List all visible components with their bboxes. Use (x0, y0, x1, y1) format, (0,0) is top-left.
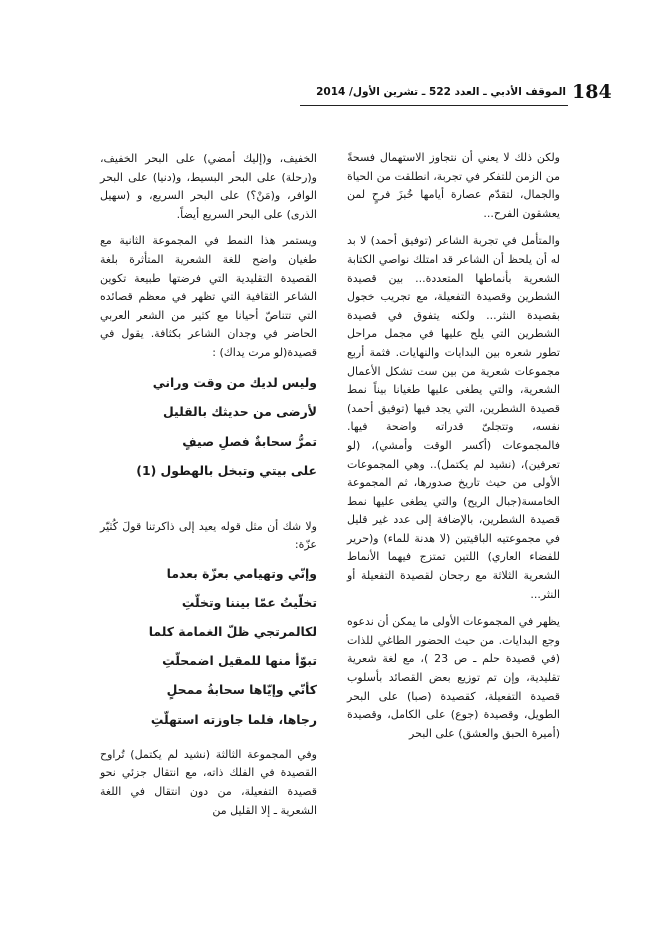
left-column (100, 150, 317, 820)
poem-verse: وإنّي وتهيامي بعزّة بعدما (166, 565, 317, 581)
poem-verse: رجاها، فلما جاوزته استهلّتِ (150, 711, 317, 727)
header-rule (300, 105, 568, 106)
poem-verse: على بيتي وتبخل بالهطول (1) (136, 463, 317, 479)
paragraph: والمتأمل في تجربة الشاعر (توفيق أحمد) لا بد له أن يلحظ أن الشاعر قد امتلك نواصي الكتابة الشعرية بأنماطها المتعددة... بين قصيدة الشطرين وقصيدة التفعيلة، مع تجريب خجول بقصيدة النثر... ولكنه يتفوق في قصيدة الشطرين التي يلح عليها في مجمل مراحل تطور شعره بين البدايات والنهايات. فثمة أربع مجموعات شعرية من بين ست تشكل الأعمال الشعرية، والتي يطغى عليها طغيانا بيناً نمط قصيدة الشطرين، التي يجد فيها (توفيق أحمد) نفسه، وتتجلىّ قدراته واضحة فيها. فالمجموعات (أكسر الوقت وأمشي)، (لو تعرفين)، (نشيد لم يكتمل).. وهي المجموعات الأولى من حيث تاريخ صدورها، ثم المجموعة الخامسة(جبال الريح) والتي يطغى عليها نمط قصيدة الشطرين، بالإضافة إلى عدد غير قليل في مجموعتيه الباقيتين (لا هدنة للماء) و(حرير للفضاء العاري) اللتين تمتزج فيهما الأنماط الشعرية الثلاثة مع رجحان لقصيدة التفعيلة أو النثر... (347, 234, 560, 601)
poem-verse: تمرُّ سحابةٌ فصلِ صيفٍ (182, 433, 317, 449)
paragraph: ولا شك أن مثل قوله يعيد إلى ذاكرتنا قولَ كُثيّر عزّة: (100, 519, 317, 552)
poem-verse: كأنّي وإيّاها سحابةُ ممحلٍ (166, 682, 317, 698)
page-number: 184 (572, 81, 612, 103)
poem-verse: تبوّأ منها للمقيل اضمحلّتِ (162, 653, 317, 669)
paragraph: ولكن ذلك لا يعني أن نتجاوز الاستهمال فسحةً من الزمن للتفكر في تجربة، انطلقت من الحياة والجمال، لتقدّم عصارة أيامها خُبزَ فرحٍ لمن يعشقون الفرح... (347, 151, 560, 220)
poem-block (100, 374, 317, 481)
paragraph: الخفيف، و(إليك أمضي) على البحر الخفيف، و(رحلة) على البحر البسيط، و(دنيا) على البحر الوافر، و(مَنْ؟) على البحر السريع، و (سهيل الذرى) على البحر السريع أيضاً. (100, 152, 317, 221)
paragraph: وفي المجموعة الثالثة (نشيد لم يكتمل) تُراوح القصيدة في الفلك ذاته، مع انتقال جزئي نحو قصيدة التفعيلة، من دون انتقال في اللغة الشعرية ـ إلا القليل من (100, 747, 317, 817)
page-header (300, 81, 612, 109)
poem-block (100, 565, 317, 729)
poem-verse: لأرضى من حديثك بالقليل (162, 404, 317, 420)
paragraph: ويستمر هذا النمط في المجموعة الثانية مع طغيان واضح للغة الشعرية المتأثرة بلغة القصيدة التقليدية التي فرضتها طبيعة تكوين الشاعر الثقافية التي تظهر في معظم قصائده التي تتناصّ أحيانا مع كثير من الشعر العربي الحاضر في وجدان الشاعر بكثافة. يقول في قصيدة(لو مرت يداك) : (100, 234, 317, 359)
running-head: الموقف الأدبي ـ العدد 522 ـ تشرين الأول/ 2014 (316, 86, 566, 98)
right-column (347, 149, 560, 743)
poem-verse: لكالمرتجي ظلّ الغمامة كلما (148, 624, 317, 640)
paragraph: يظهر في المجموعات الأولى ما يمكن أن ندعوه وجع البدايات. من حيث الحضور الطاغي للذات (في قصيدة حلم ـ ص 23 )، مع لغة شعرية تقليدية، وإن تم توزيع بعض القصائد بأسلوب قصيدة التفعيلة، كقصيدة (صبا) على البحر الطويل، وقصيدة (جوع) على الكامل، وقصيدة (أميرة الحبق والعشق) على البحر (347, 615, 560, 740)
poem-verse: وليس لديك من وقت وراني (152, 374, 317, 390)
poem-verse: تخلّيتُ عمّا بيننا وتخلّتِ (181, 594, 317, 610)
